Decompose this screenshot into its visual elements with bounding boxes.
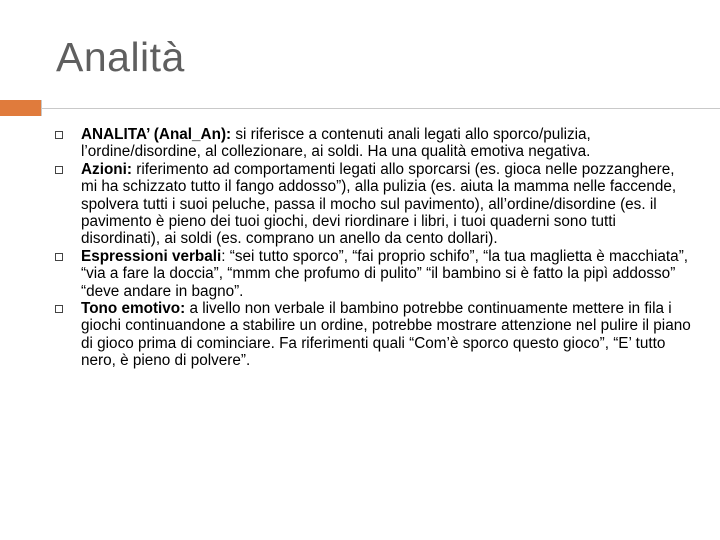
- bullet-item-analita: [52, 126, 692, 161]
- slide-title: Analità: [56, 34, 185, 80]
- bullet-text: [81, 161, 692, 248]
- square-bullet-icon: [55, 253, 63, 261]
- bullet-body: a livello non verbale il bambino potrebbe continuamente mettere in fila i giochi continuandone a stabilire un ordine, potrebbe mostrare attenzione nel pulire il piano di gioco prima di cominciare. Fa riferimenti quali “Com’è sporco questo gioco”, “E’ tutto nero, è pieno di polvere”.: [81, 300, 691, 370]
- bullet-text: [81, 248, 692, 300]
- title-divider: [41, 108, 720, 109]
- square-bullet-icon: [55, 131, 63, 139]
- bullet-item-tono: [52, 300, 692, 370]
- bullet-label: ANALITA’ (Anal_An):: [81, 126, 232, 143]
- square-bullet-icon: [55, 166, 63, 174]
- bullet-body: si riferisce a contenuti anali legati allo sporco/pulizia, l’ordine/disordine, al collezionare, ai soldi. Ha una qualità emotiva negativa.: [81, 126, 591, 161]
- bullet-text: [81, 300, 692, 370]
- bullet-label: Tono emotivo:: [81, 300, 186, 318]
- bullet-list: [52, 126, 692, 370]
- accent-bar: [0, 100, 41, 116]
- bullet-body: : “sei tutto sporco”, “fai proprio schifo”, “la tua maglietta è macchiata”, “via a fare la doccia”, “mmm che profumo di pulito” “il bambino si è fatto la pipì addosso” “deve andare in bagno”.: [81, 247, 689, 300]
- square-bullet-icon: [55, 305, 63, 313]
- bullet-text: [81, 126, 692, 161]
- bullet-label: Azioni:: [81, 160, 132, 178]
- bullet-item-azioni: [52, 161, 692, 248]
- bullet-label: Espressioni verbali: [81, 247, 222, 265]
- bullet-body: riferimento ad comportamenti legati allo sporcarsi (es. gioca nelle pozzanghere, mi ha schizzato tutto il fango addosso”), alla pulizia (es. aiuta la mamma nelle faccende, spolvera tutti i suoi peluche, passa il mocho sul pavimento), all’ordine/disordine (es. il pavimento è pieno dei tuoi giochi, devi riordinare i libri, i tuoi quaderni sono tutti disordinati), ai soldi (es. comprano un anello da cento dollari).: [81, 160, 677, 248]
- bullet-item-espressioni: [52, 248, 692, 300]
